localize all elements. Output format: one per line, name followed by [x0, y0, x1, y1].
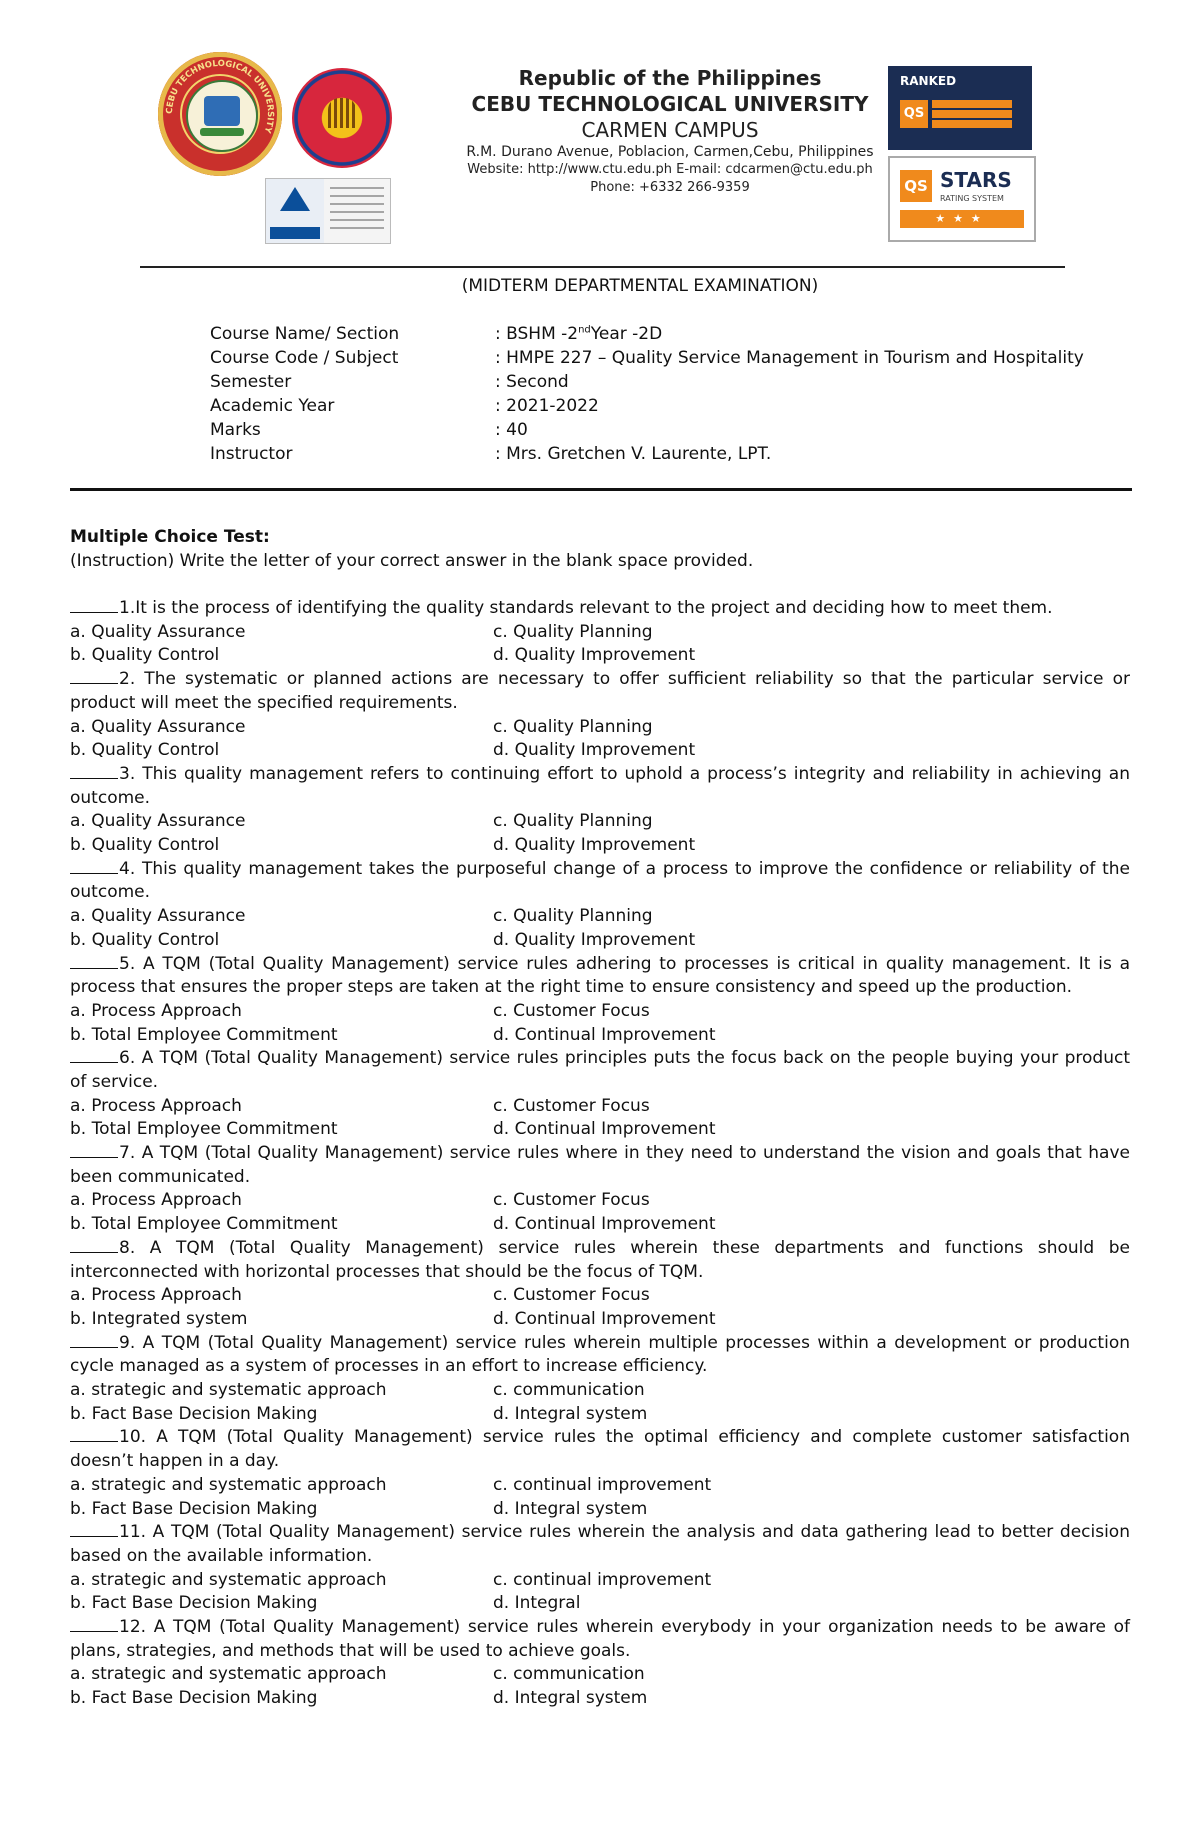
answer-blank[interactable] [70, 668, 118, 684]
option-b: b. Fact Base Decision Making [70, 1498, 318, 1519]
option-row [70, 621, 1130, 645]
option-c: c. communication [493, 1380, 645, 1401]
test-title: Multiple Choice Test: [70, 527, 270, 547]
question-item [70, 1332, 1130, 1427]
option-row [70, 1379, 1130, 1403]
option-row [70, 1569, 1130, 1593]
question-item [70, 668, 1130, 763]
option-a: a. Process Approach [70, 1190, 242, 1211]
option-a: a. Process Approach [70, 1285, 242, 1306]
question-text: 7. A TQM (Total Quality Management) service rules where in they need to understand the vision and goals that have been communicated. [70, 1143, 1130, 1187]
question-item [70, 1142, 1130, 1237]
answer-blank[interactable] [70, 953, 118, 969]
option-row [70, 1592, 1130, 1616]
question-text: 1.It is the process of identifying the quality standards relevant to the project and deciding how to meet them. [70, 597, 1130, 621]
option-d: d. Integral [493, 1593, 581, 1614]
option-a: a. Quality Assurance [70, 716, 246, 737]
option-b: b. Quality Control [70, 929, 220, 950]
option-b: b. Total Employee Commitment [70, 1214, 338, 1235]
option-b: b. Fact Base Decision Making [70, 1688, 318, 1709]
question-text: 9. A TQM (Total Quality Management) service rules wherein multiple processes within a development or production cycle managed as a system of processes in an effort to increase efficiency. [70, 1332, 1130, 1377]
option-a: a. Process Approach [70, 1095, 242, 1116]
option-row [70, 810, 1130, 834]
question-item [70, 597, 1130, 668]
answer-blank[interactable] [70, 763, 118, 779]
question-text: 5. A TQM (Total Quality Management) service rules adhering to processes is critical in quality management. It is a process that ensures the proper steps are taken at the right time to ensure consistency and speed up the production. [70, 953, 1130, 998]
option-a: a. Quality Assurance [70, 906, 246, 927]
answer-blank[interactable] [70, 1142, 118, 1158]
header-divider [140, 266, 1065, 268]
option-a: a. strategic and systematic approach [70, 1474, 387, 1495]
option-row [70, 1095, 1130, 1119]
address-line: R.M. Durano Avenue, Poblacion, Carmen,Cebu, Philippines [466, 144, 874, 160]
option-c: c. Customer Focus [493, 1190, 650, 1211]
option-a: a. Quality Assurance [70, 811, 246, 832]
answer-blank[interactable] [70, 1616, 118, 1632]
seal-text: CEBU TECHNOLOGICAL UNIVERSITY [164, 58, 276, 135]
answer-blank[interactable] [70, 1521, 118, 1537]
website-line: Website: http://www.ctu.edu.ph E-mail: cdcarmen@ctu.edu.ph [467, 162, 873, 177]
option-row [70, 716, 1130, 740]
republic-heading: Republic of the Philippines [518, 66, 822, 90]
question-text: 8. A TQM (Total Quality Management) service rules wherein these departments and functions should be interconnected with horizontal processes that should be the focus of TQM. [70, 1237, 1130, 1282]
question-text: 4. This quality management takes the purposeful change of a process to improve the confidence or reliability of the outcome. [70, 858, 1130, 903]
question-text: 10. A TQM (Total Quality Management) service rules the optimal efficiency and complete customer satisfaction doesn’t happen in a day. [70, 1427, 1130, 1472]
option-b: b. Total Employee Commitment [70, 1119, 338, 1140]
option-d: d. Integral system [493, 1498, 648, 1519]
option-a: a. Quality Assurance [70, 621, 246, 642]
option-row [70, 929, 1130, 953]
question-item [70, 858, 1130, 953]
option-d: d. Quality Improvement [493, 835, 696, 856]
option-b: b. Integrated system [70, 1308, 248, 1329]
option-c: c. Quality Planning [493, 906, 653, 927]
question-item [70, 1616, 1130, 1711]
question-text: 2. The systematic or planned actions are necessary to offer sufficient reliability so that the particular service or product will meet the specified requirements. [70, 669, 1130, 713]
option-row [70, 905, 1130, 929]
option-a: a. strategic and systematic approach [70, 1569, 387, 1590]
option-row [70, 1663, 1130, 1687]
option-b: b. Fact Base Decision Making [70, 1593, 318, 1614]
qs-icon: QS [900, 100, 928, 128]
question-text: 11. A TQM (Total Quality Management) service rules wherein the analysis and data gathering lead to better decision based on the available information. [70, 1522, 1130, 1566]
option-d: d. Continual Improvement [493, 1119, 716, 1140]
question-item [70, 1047, 1130, 1142]
option-d: d. Integral system [493, 1688, 648, 1709]
asean-logo [292, 68, 392, 168]
option-row [70, 1024, 1130, 1048]
option-b: b. Fact Base Decision Making [70, 1403, 318, 1424]
iso-certification-logo [265, 178, 391, 244]
option-b: b. Quality Control [70, 740, 220, 761]
option-d: d. Continual Improvement [493, 1024, 716, 1045]
option-a: a. strategic and systematic approach [70, 1664, 387, 1685]
info-divider [70, 488, 1132, 491]
option-b: b. Total Employee Commitment [70, 1024, 338, 1045]
answer-blank[interactable] [70, 858, 118, 874]
option-c: c. Quality Planning [493, 621, 653, 642]
qs-ranking-logo [888, 66, 1032, 150]
option-b: b. Quality Control [70, 835, 220, 856]
seal-emblem-icon [186, 80, 258, 152]
option-row [70, 1474, 1130, 1498]
option-d: d. Quality Improvement [493, 740, 696, 761]
answer-blank[interactable] [70, 1332, 118, 1348]
option-c: c. Customer Focus [493, 1000, 650, 1021]
option-row [70, 1308, 1130, 1332]
qs-stars-logo [888, 156, 1036, 242]
option-row [70, 1000, 1130, 1024]
option-c: c. Quality Planning [493, 716, 653, 737]
qs-stars-icon: QS [900, 170, 932, 202]
answer-blank[interactable] [70, 1047, 118, 1063]
certificate-text-lines [330, 187, 384, 235]
option-c: c. continual improvement [493, 1569, 712, 1590]
answer-blank[interactable] [70, 597, 118, 613]
option-row [70, 1284, 1130, 1308]
option-row [70, 1213, 1130, 1237]
university-seal-logo [158, 52, 282, 176]
answer-blank[interactable] [70, 1237, 118, 1253]
question-list [70, 597, 1130, 1711]
option-c: c. Customer Focus [493, 1285, 650, 1306]
option-d: d. Integral system [493, 1403, 648, 1424]
option-c: c. continual improvement [493, 1474, 712, 1495]
option-row [70, 1498, 1130, 1522]
qs-ranked-label: RANKED [900, 74, 957, 88]
option-c: c. Customer Focus [493, 1095, 650, 1116]
tuv-mark-icon [266, 179, 324, 243]
question-text: 6. A TQM (Total Quality Management) service rules principles puts the focus back on the people buying your product of service. [70, 1048, 1130, 1092]
option-d: d. Continual Improvement [493, 1308, 716, 1329]
question-item [70, 763, 1130, 858]
option-d: d. Quality Improvement [493, 645, 696, 666]
qs-stars-label: STARS [940, 168, 1012, 192]
campus-name: CARMEN CAMPUS [581, 118, 759, 142]
option-row [70, 1687, 1130, 1711]
option-d: d. Quality Improvement [493, 929, 696, 950]
option-c: c. Quality Planning [493, 811, 653, 832]
exam-title: (MIDTERM DEPARTMENTAL EXAMINATION) [461, 276, 819, 296]
option-row [70, 644, 1130, 668]
option-a: a. strategic and systematic approach [70, 1380, 387, 1401]
question-item [70, 1521, 1130, 1616]
option-row [70, 1403, 1130, 1427]
option-c: c. communication [493, 1664, 645, 1685]
question-item [70, 1426, 1130, 1521]
option-row [70, 834, 1130, 858]
option-row [70, 739, 1130, 763]
option-d: d. Continual Improvement [493, 1214, 716, 1235]
question-text: 3. This quality management refers to continuing effort to uphold a process’s integrity and reliability in achieving an outcome. [70, 763, 1130, 808]
star-rating-icon: ★★★ [900, 210, 1024, 228]
test-instruction: (Instruction) Write the letter of your correct answer in the blank space provided. [70, 550, 754, 571]
qs-rating-label: RATING SYSTEM [940, 194, 1004, 203]
phone-line: Phone: +6332 266-9359 [590, 180, 750, 195]
question-item [70, 1237, 1130, 1332]
exam-body [70, 526, 1130, 1711]
option-b: b. Quality Control [70, 645, 220, 666]
answer-blank[interactable] [70, 1426, 118, 1442]
question-item [70, 953, 1130, 1048]
option-a: a. Process Approach [70, 1000, 242, 1021]
university-name: CEBU TECHNOLOGICAL UNIVERSITY [471, 92, 869, 116]
option-row [70, 1189, 1130, 1213]
question-text: 12. A TQM (Total Quality Management) service rules wherein everybody in your organization needs to be aware of plans, strategies, and methods that will be used to achieve goals. [70, 1616, 1130, 1661]
option-row [70, 1118, 1130, 1142]
